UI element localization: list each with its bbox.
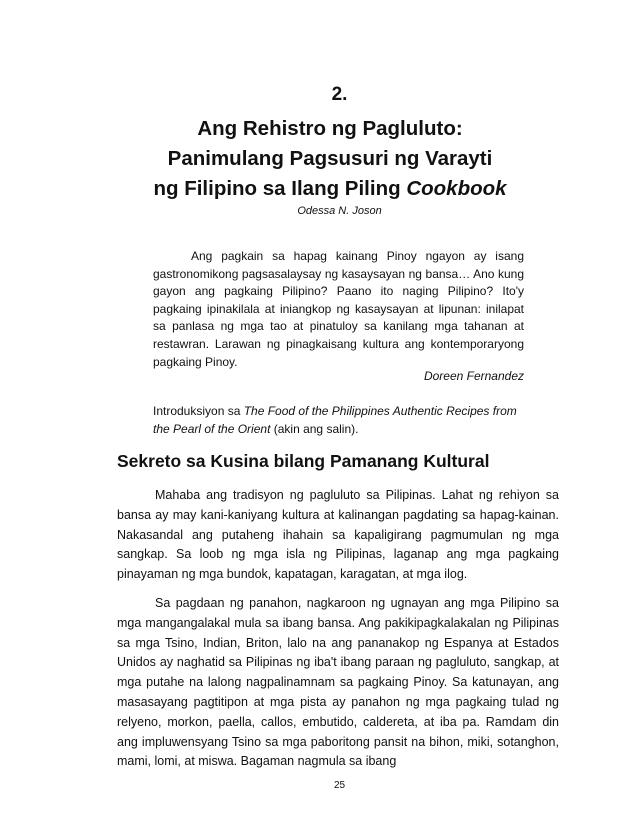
epigraph-text: Ang pagkain sa hapag kainang Pinoy ngayon ay isang gastronomikong pagsasalaysay ng kasaysayan ng bansa… Ano kung gayon ang pagkaing Pilipino? Paano ito naging Pilipino? Ito'y pagkaing ipinakilala at iniangkop ng kasaysayan at lipunan: inilapat sa panlasa ng mga tao at pinatuloy sa kanilang mga tahanan at restawran. Larawan ng pinagkaisang kultura ang kontemporaryong pagkaing Pinoy. [153,249,524,369]
chapter-title-line-1: Ang Rehistro ng Pagluluto: [197,117,463,140]
page-number: 25 [333,780,346,791]
chapter-title [110,114,550,204]
epigraph-source-note [153,403,524,438]
author-name: Odessa N. Joson [297,205,382,217]
chapter-title-line-2: Panimulang Pagsusuri ng Varayti [167,147,493,170]
epigraph-attribution: Doreen Fernandez [423,369,524,383]
source-note-suffix: (akin ang salin). [270,421,359,436]
chapter-title-line-3 [110,174,550,204]
chapter-title-line-3-text: ng Filipino sa Ilang Piling [153,177,407,200]
epigraph-quote [153,248,524,371]
chapter-number: 2. [331,84,348,105]
body-paragraph-2-text: Sa pagdaan ng panahon, nagkaroon ng ugnayan ang mga Pilipino sa mga mangangalakal mula sa ibang bansa. Ang pakikipagkalakalan ng Pilipinas sa mga Tsino, Indian, Briton, lalo na ang pananakop ng Espanya at Estados Unidos ay naghatid sa Pilipinas ng iba't ibang paraan ng pagluluto, sangkap, at mga putahe na lalong nagpalinamnam sa pagkaing Pinoy. Sa katunayan, ang masasayang pagtitipon at mga pista ay panahon ng mga pagkaing tulad ng relyeno, morkon, paella, callos, embutido, caldereta, at iba pa. Ramdam din ang impluwensyang Tsino sa mga paboritong pansit na bihon, miki, sotanghon, mami, lomi, at miswa. Bagaman nagmula sa ibang [117,596,559,769]
body-paragraph-1-text: Mahaba ang tradisyon ng pagluluto sa Pilipinas. Lahat ng rehiyon sa bansa ay may kani-kaniyang kultura at kalinangan pagdating sa hapag-kainan. Nakasandal ang putaheng ihahain sa kapaligirang pagmumulan ng mga sangkap. Sa loob ng mga isla ng Pilipinas, laganap ang mga pagkaing pinayaman ng mga bundok, kapatagan, karagatan, at mga ilog. [117,488,559,582]
section-heading: Sekreto sa Kusina bilang Pamanang Kultural [117,451,490,471]
source-note-prefix: Introduksiyon sa [153,404,244,418]
body-paragraph-2 [117,594,559,772]
source-book-title: The Food of the Philippines Authentic Recipes from the Pearl of the Orient [153,404,517,436]
chapter-title-cookbook: Cookbook [406,177,507,200]
body-paragraph-1 [117,486,559,585]
